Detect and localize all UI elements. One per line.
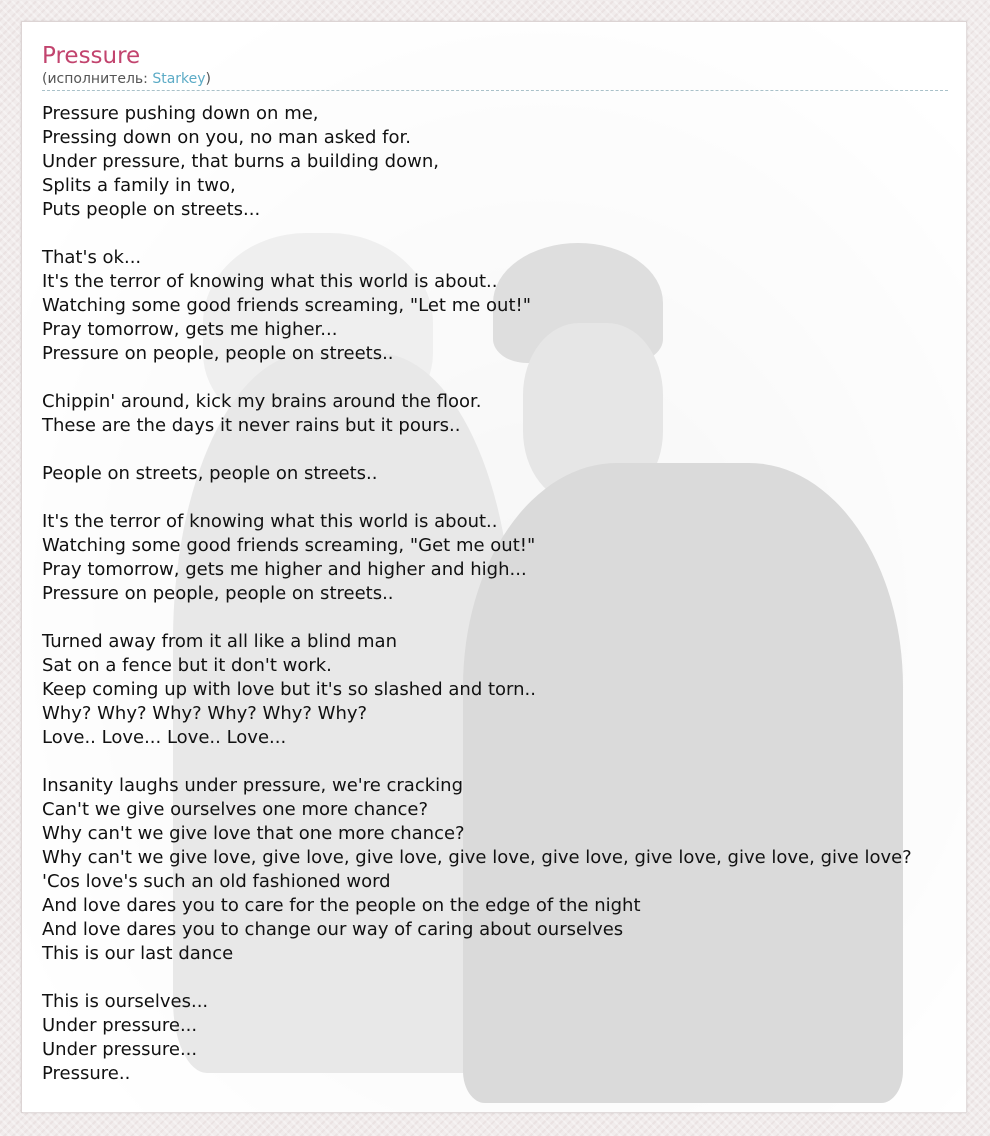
lyric-line: Pressure on people, people on streets.. [42,343,394,364]
artist-link[interactable]: Starkey [152,71,206,87]
lyric-line: Sat on a fence but it don't work. [42,655,332,676]
lyric-line: Pressure.. [42,1063,131,1084]
lyric-line: Splits a family in two, [42,175,236,196]
lyric-line: And love dares you to change our way of caring about ourselves [42,919,624,940]
lyric-line: Chippin' around, kick my brains around the floor. [42,391,482,412]
lyrics-body [42,102,912,1110]
lyrics-stanza [42,630,912,750]
lyric-line: Watching some good friends screaming, "Get me out!" [42,535,536,556]
lyric-line: Love.. Love... Love.. Love... [42,727,287,748]
lyrics-stanza [42,510,912,606]
lyrics-stanza [42,774,912,966]
lyrics-stanza [42,246,912,366]
lyric-line: 'Cos love's such an old fashioned word [42,871,391,892]
lyrics-stanza [42,390,912,438]
lyric-line: Pressing down on you, no man asked for. [42,127,411,148]
lyric-line: Pressure pushing down on me, [42,103,319,124]
lyric-line: Under pressure... [42,1015,198,1036]
lyric-line: Why can't we give love that one more chance? [42,823,465,844]
song-title: Pressure [42,43,141,69]
lyric-line: Pray tomorrow, gets me higher and higher and high... [42,559,527,580]
lyric-line: Turned away from it all like a blind man [42,631,397,652]
lyric-line: Pressure on people, people on streets.. [42,583,394,604]
lyric-line: People on streets, people on streets.. [42,463,378,484]
lyric-line: This is our last dance [42,943,234,964]
lyrics-stanza [42,462,912,486]
lyric-line: Under pressure... [42,1039,198,1060]
lyrics-stanza [42,990,912,1086]
lyric-line: It's the terror of knowing what this world is about.. [42,271,498,292]
lyric-line: Insanity laughs under pressure, we're cracking [42,775,463,796]
lyric-line: It's the terror of knowing what this world is about.. [42,511,498,532]
artist-byline [42,70,948,88]
byline-prefix: (исполнитель: [42,71,153,87]
lyric-line: Pray tomorrow, gets me higher... [42,319,338,340]
lyric-line: Keep coming up with love but it's so slashed and torn.. [42,679,536,700]
lyrics-stanza [42,102,912,222]
lyric-line: Under pressure, that burns a building down, [42,151,439,172]
lyric-line: Why? Why? Why? Why? Why? Why? [42,703,368,724]
lyric-line: These are the days it never rains but it pours.. [42,415,461,436]
lyrics-card [21,21,967,1113]
lyric-line: This is ourselves... [42,991,209,1012]
byline-suffix: ) [205,71,211,87]
lyric-line: Watching some good friends screaming, "Let me out!" [42,295,532,316]
song-header [42,42,948,91]
lyric-line: Why can't we give love, give love, give love, give love, give love, give love, give love, give love? [42,847,912,868]
lyric-line: Can't we give ourselves one more chance? [42,799,429,820]
lyric-line: And love dares you to care for the people on the edge of the night [42,895,641,916]
lyric-line: Puts people on streets... [42,199,261,220]
lyric-line: That's ok... [42,247,142,268]
